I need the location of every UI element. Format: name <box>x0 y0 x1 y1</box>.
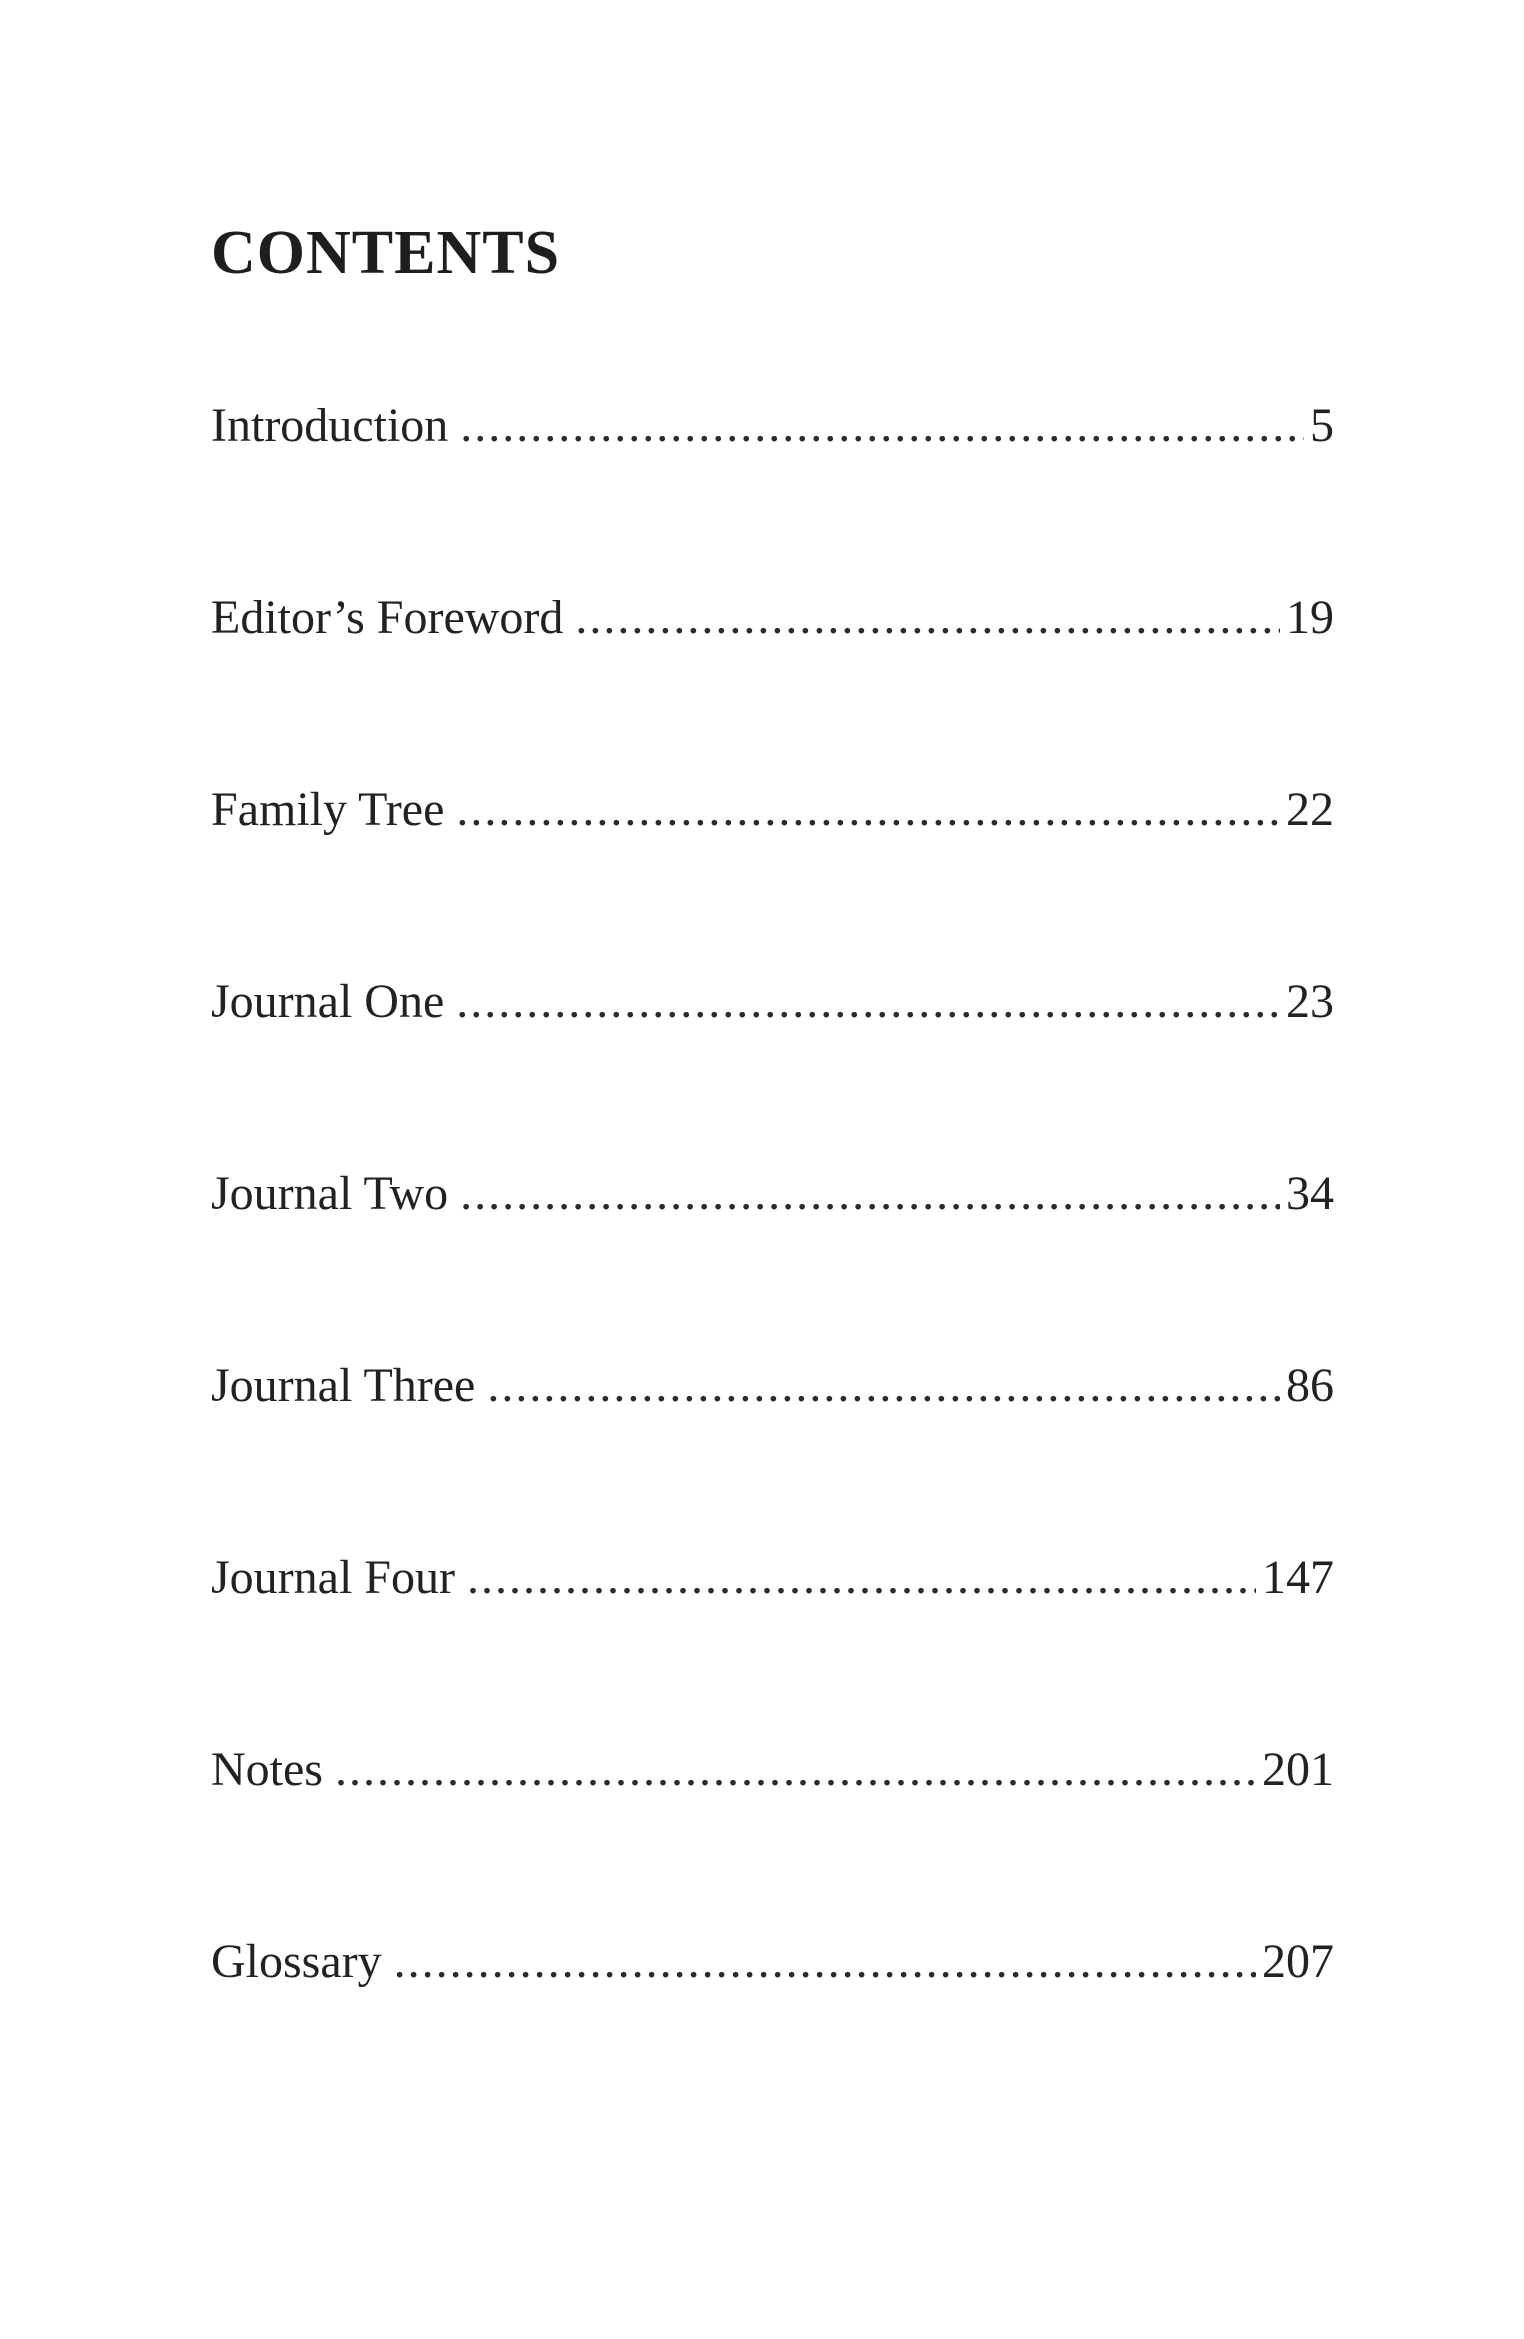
toc-entry-title: Glossary <box>211 1935 382 1988</box>
dot-leader <box>487 1355 1280 1417</box>
toc-entry-title: Journal Two <box>211 1167 449 1220</box>
toc-entry-title: Journal One <box>211 975 445 1028</box>
toc-entry-notes <box>211 1739 1334 1931</box>
toc-entry-page-number: 207 <box>1262 1935 1334 1988</box>
toc-entry-title: Notes <box>211 1743 323 1796</box>
dot-leader <box>460 395 1304 457</box>
toc-entry-page-number: 5 <box>1310 399 1334 452</box>
dot-leader <box>456 779 1280 841</box>
toc-entry-page-number: 147 <box>1262 1551 1334 1604</box>
dot-leader <box>460 1163 1280 1225</box>
toc-entry-page-number: 23 <box>1286 975 1334 1028</box>
toc-entry-title: Editor’s Foreword <box>211 591 564 644</box>
toc-entry-page-number: 22 <box>1286 783 1334 836</box>
toc-entry-editors-foreword <box>211 587 1334 779</box>
toc-entry-title: Introduction <box>211 399 449 452</box>
dot-leader <box>456 971 1280 1033</box>
toc-entry-journal-one <box>211 971 1334 1163</box>
toc-entry-journal-two <box>211 1163 1334 1355</box>
toc-entry-journal-three <box>211 1355 1334 1547</box>
toc-entry-title: Journal Three <box>211 1359 476 1412</box>
toc-entry-title: Family Tree <box>211 783 445 836</box>
dot-leader <box>467 1547 1256 1609</box>
toc-entry-page-number: 86 <box>1286 1359 1334 1412</box>
toc-entry-title: Journal Four <box>211 1551 455 1604</box>
toc-entry-page-number: 34 <box>1286 1167 1334 1220</box>
page-title: CONTENTS <box>211 219 561 287</box>
dot-leader <box>575 587 1280 649</box>
dot-leader <box>335 1739 1256 1801</box>
dot-leader <box>394 1931 1256 1993</box>
toc-entry-page-number: 19 <box>1286 591 1334 644</box>
toc-entry-page-number: 201 <box>1262 1743 1334 1796</box>
toc-entry-family-tree <box>211 779 1334 971</box>
toc-entry-introduction <box>211 395 1334 587</box>
toc-entry-glossary <box>211 1931 1334 2123</box>
toc-entry-journal-four <box>211 1547 1334 1739</box>
table-of-contents <box>211 395 1334 2123</box>
